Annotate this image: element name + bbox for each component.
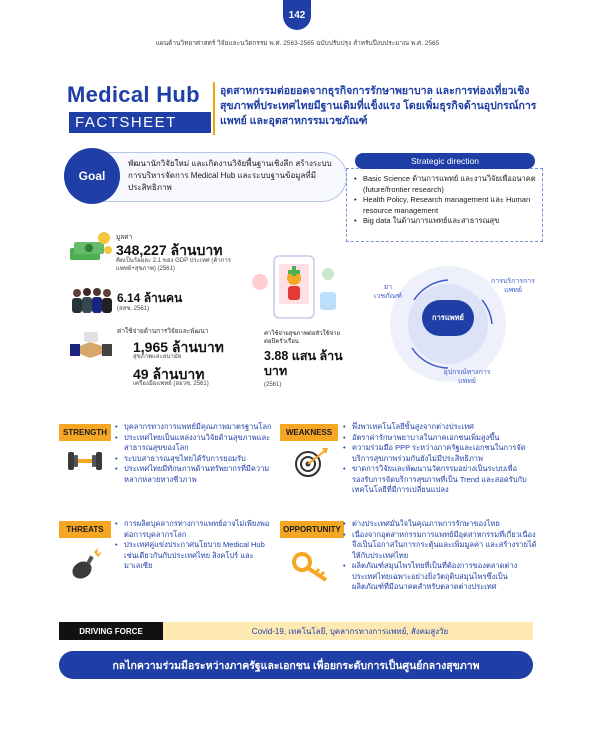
health-phone-illustration <box>248 252 340 322</box>
handshake-icon <box>70 330 112 366</box>
threats-tag: THREATS <box>59 521 111 538</box>
list-item: • ประเทศคู่แข่งประกาศนโยบาย Medical Hub เช่นเดียวกันกับประเทศไทย สิงคโปร์ และมาเลเซีย <box>114 540 274 572</box>
list-item: • อัตราค่ารักษาพยาบาลในภาคเอกชนเพิ่มสูงขึ้น <box>342 433 538 444</box>
strength-tag: STRENGTH <box>59 424 111 441</box>
footer-banner: กลไกความร่วมมือระหว่างภาครัฐและเอกชน เพื่อยกระดับการเป็นศูนย์กลางสุขภาพ <box>59 651 533 679</box>
list-item: • เนื่องจากอุตสาหกรรมการแพทย์มีอุตสาหกรรมที่เกี่ยวเนื่อง จึงเป็นโอกาสในการกระตุ้นและเพิ่มมูลค่า และสร้างรายได้ให้กับประเทศไทย <box>342 530 538 562</box>
title-divider <box>213 82 215 135</box>
opportunity-tag: OPPORTUNITY <box>280 521 344 538</box>
list-item: • ระบบสาธารณสุขไทยได้รับการยอมรับ <box>114 454 274 465</box>
page-title: Medical Hub <box>67 82 200 107</box>
page-number: 142 <box>283 0 311 30</box>
list-item: • ความร่วมมือ PPP ระหว่างภาครัฐและเอกชนในการจัดบริการสุขภาพร่วมกันยังไม่มีประสิทธิภาพ <box>342 443 538 464</box>
strategic-direction-list <box>352 174 538 227</box>
threats-list <box>114 519 274 572</box>
list-item: • ประเทศไทยมีทักษภาพด้านทรัพยากรที่มีความหลากหลายทางชีวภาพ <box>114 464 274 485</box>
list-item: • พึ่งพาเทคโนโลยีขั้นสูงจากต่างประเทศ <box>342 422 538 433</box>
value-note: คิดเป็นร้อยละ 2.1 ของ GDP ประเทศ (ค้าการแพทย์+สุขภาพ) (2561) <box>116 258 231 272</box>
strategic-direction-title: Strategic direction <box>355 153 535 169</box>
list-item: • ต่างประเทศมั่นใจในคุณภาพการรักษาของไทย <box>342 519 538 530</box>
health-exp-note: (2561) <box>264 382 282 388</box>
list-item: • Health Policy, Research management และ Human resource management <box>352 195 538 216</box>
goal-text: พัฒนานักวิจัยใหม่ และเกิดงานวิจัยพื้นฐานเชิงลึก สร้างระบบการบริหารจัดการ Medical Hub และระบบฐานข้อมูลที่มีประสิทธิภาพ <box>128 159 332 192</box>
rnd-device-note: เครื่องมือแพทย์ (สอวช, 2561) <box>133 381 209 387</box>
key-icon <box>290 550 332 591</box>
bomb-icon <box>64 546 106 589</box>
diagram-label-device: อุปกรณ์ทางการแพทย์ <box>443 369 491 385</box>
people-icon <box>70 285 114 315</box>
list-item: • ขาดการวิจัยและพัฒนานวัตกรรมอย่างเป็นระบบเพื่อรองรับการจัดบริการสุขภาพที่เป็น Trend และสอดรับกับเทคโนโลยีที่มีการเปลี่ยนแปลง <box>342 464 538 496</box>
diagram-label-pharma: ยาเวชภัณฑ์ <box>374 284 402 300</box>
health-exp-label: ค่าใช้จ่ายสุขภาพต่อหัวใช้จ่ายต่อปีครัวเรือน <box>264 331 341 345</box>
list-item: • การผลิตบุคลากรทางการแพทย์อาจไม่เพียงพอต่อการบุคลากรโลก <box>114 519 274 540</box>
list-item: • ประเทศไทยเป็นแหล่งงานวิจัยด้านสุขภาพและสาธารณสุขของโลก <box>114 433 274 454</box>
dumbbell-icon <box>64 446 106 483</box>
goal-badge: Goal <box>64 148 120 204</box>
strength-list <box>114 422 274 485</box>
driving-force-text: Covid-19, เทคโนโลยี, บุคลากรทางการแพทย์, สังคมสูงวัย <box>251 626 449 636</box>
page-subtitle: FACTSHEET <box>69 112 211 133</box>
value-label: มูลค่า <box>116 234 133 241</box>
driving-force-label: DRIVING FORCE <box>59 622 163 640</box>
value-number: 348,227 ล้านบาท <box>116 242 223 258</box>
list-item: • บุคลากรทางการแพทย์มีคุณภาพมาตรฐานโลก <box>114 422 274 433</box>
list-item: • Big data ในด้านการแพทย์และสาธารณสุข <box>352 216 538 227</box>
people-number: 6.14 ล้านคน <box>117 291 183 305</box>
people-note: (สสช, 2561) <box>117 306 150 312</box>
opportunity-list <box>342 519 538 593</box>
list-item: • ผลิตภัณฑ์สมุนไพรไทยที่เป็นที่ต้องการของตลาดต่างประเทศไทยเฉพาะอย่างยิ่งวัตถุดิบสมุนไพรซึ่งเป็นผลิตภัณฑ์ที่มีอนาคตสำหรับตลาดต่างประเทศ <box>342 561 538 593</box>
weakness-tag: WEAKNESS <box>280 424 338 441</box>
list-item: • Basic Science ด้านการแพทย์ และงานวิจัยเพื่ออนาคต (future/frontier research) <box>352 174 538 195</box>
diagram-center: การแพทย์ <box>422 300 474 336</box>
rnd-health-number: 1,965 ล้านบาท <box>133 339 224 355</box>
diagram-label-service: การบริการการแพทย์ <box>491 278 535 294</box>
headline-text: อุตสาหกรรมต่อยอดจากธุรกิจการรักษาพยาบาล และการท่องเที่ยวเชิงสุขภาพที่ประเทศไทยมีฐานเดิมที่แข็งแรง โดยเพิ่มธุรกิจด้านอุปกรณ์การแพทย์ และอุตสาหกรรมเวชภัณฑ์ <box>220 85 537 127</box>
rnd-label: ค่าใช้จ่ายด้านการวิจัยและพัฒนา <box>117 328 209 335</box>
rnd-device-number: 49 ล้านบาท <box>133 366 205 382</box>
money-icon <box>68 230 112 262</box>
target-icon <box>288 446 330 485</box>
rnd-health-note: สุขภาพและอนามัย <box>133 354 182 360</box>
health-exp-number: 3.88 แสน ล้านบาท <box>264 349 343 378</box>
weakness-list <box>342 422 538 496</box>
running-title: แผนด้านวิทยาศาสตร์ วิจัยและนวัตกรรม พ.ศ. 2563-2565 ฉบับปรับปรุง สำหรับปีงบประมาณ พ.ศ. 2565 <box>155 40 440 47</box>
